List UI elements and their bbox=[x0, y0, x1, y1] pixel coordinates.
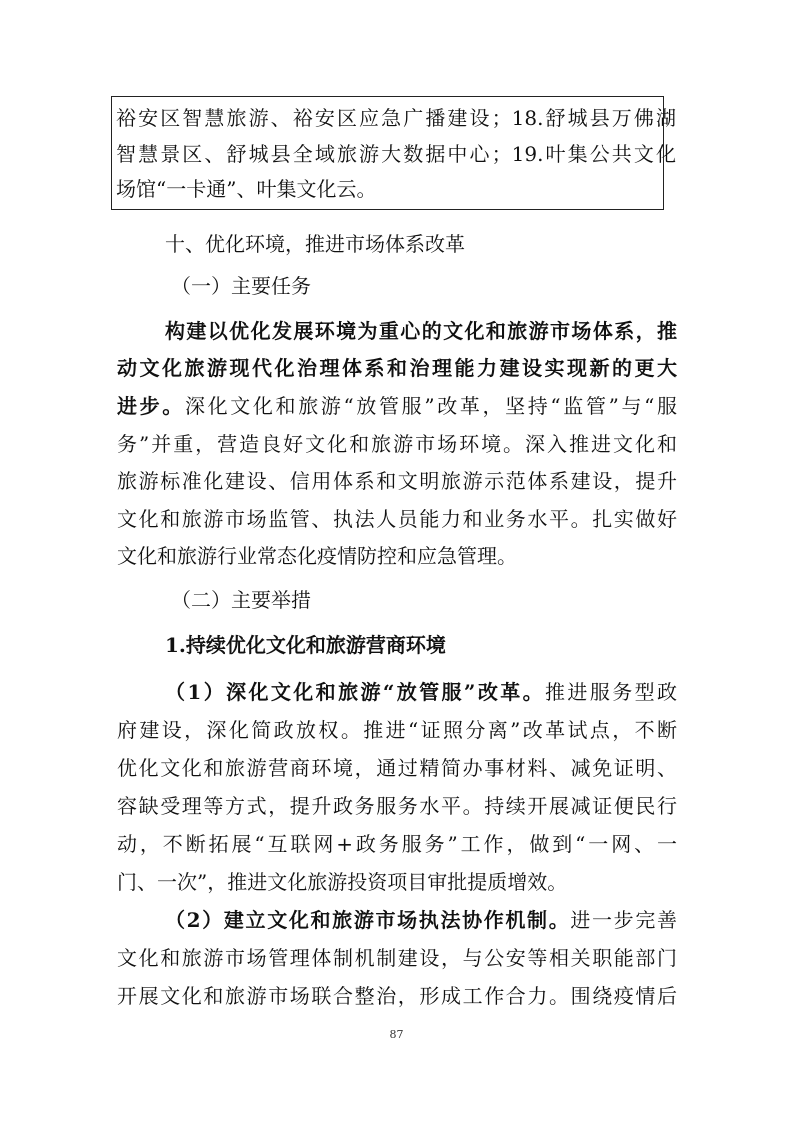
paragraph-line: 府建设，深化简政放权。推进“证照分离”改革试点，不断 bbox=[117, 718, 677, 742]
item-title: 1.持续优化文化和旅游营商环境 bbox=[165, 633, 446, 657]
paragraph-line: 文化和旅游市场管理体制机制建设，与公安等相关职能部门 bbox=[117, 946, 677, 970]
page-number: 87 bbox=[389, 1028, 404, 1041]
boxed-note bbox=[111, 96, 676, 210]
paragraph-line: 容缺受理等方式，提升政务服务水平。持续开展减证便民行 bbox=[117, 794, 677, 818]
bold-line: 构建以优化发展环境为重心的文化和旅游市场体系，推 bbox=[165, 319, 677, 343]
paragraph-text: 进一步完善 bbox=[570, 908, 677, 932]
item-lead: （1）深化文化和旅游“放管服”改革。 bbox=[165, 680, 546, 704]
bold-line: 动文化旅游现代化治理体系和治理能力建设实现新的更大 bbox=[117, 356, 677, 380]
paragraph-text: 深化文化和旅游“放管服”改革，坚持“监管”与“服 bbox=[184, 394, 678, 418]
subsection-title-tasks: （一）主要任务 bbox=[171, 274, 311, 298]
paragraph-line: 务”并重，营造良好文化和旅游市场环境。深入推进文化和 bbox=[117, 432, 677, 456]
bold-tail: 进步。 bbox=[117, 394, 185, 418]
box-line: 场馆“一卡通”、叶集文化云。 bbox=[116, 177, 377, 201]
box-line: 裕安区智慧旅游、裕安区应急广播建设；18.舒城县万佛湖 bbox=[116, 106, 676, 130]
paragraph-line: 旅游标准化建设、信用体系和文明旅游示范体系建设，提升 bbox=[117, 469, 677, 493]
paragraph-line: 动，不断拓展“互联网+政务服务”工作，做到“一网、一 bbox=[117, 832, 677, 856]
paragraph-line: 开展文化和旅游市场联合整治，形成工作合力。围绕疫情后 bbox=[117, 984, 677, 1008]
paragraph-line: 文化和旅游市场监管、执法人员能力和业务水平。扎实做好 bbox=[117, 507, 677, 531]
paragraph-line bbox=[165, 672, 677, 712]
paragraph-text: 推进服务型政 bbox=[545, 680, 678, 704]
paragraph-line: 门、一次”，推进文化旅游投资项目审批提质增效。 bbox=[117, 870, 568, 894]
paragraph-line: 优化文化和旅游营商环境，通过精简办事材料、减免证明、 bbox=[117, 756, 677, 780]
item-lead: （2）建立文化和旅游市场执法协作机制。 bbox=[165, 908, 571, 932]
paragraph-line bbox=[165, 900, 677, 940]
paragraph-line bbox=[117, 386, 677, 426]
paragraph-line: 文化和旅游行业常态化疫情防控和应急管理。 bbox=[117, 544, 517, 568]
box-line: 智慧景区、舒城县全域旅游大数据中心；19.叶集公共文化 bbox=[116, 142, 676, 166]
section-heading: 十、优化环境，推进市场体系改革 bbox=[165, 232, 465, 256]
subsection-title-measures: （二）主要举措 bbox=[171, 588, 311, 612]
